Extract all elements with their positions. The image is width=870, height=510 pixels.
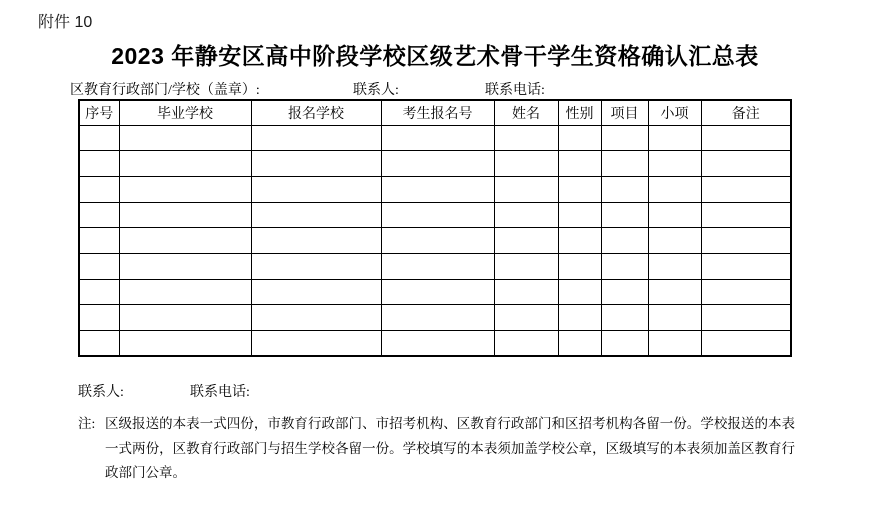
table-header-row xyxy=(79,100,791,125)
table-cell xyxy=(79,125,119,151)
table-cell xyxy=(558,176,601,202)
table-cell xyxy=(601,202,648,228)
table-cell xyxy=(381,305,494,331)
table-cell xyxy=(119,331,251,357)
table-cell xyxy=(79,176,119,202)
table-cell xyxy=(251,176,381,202)
table-cell xyxy=(494,228,558,254)
footnote-label: 注: xyxy=(78,416,96,431)
department-seal-label: 区教育行政部门/学校（盖章）: xyxy=(70,83,260,98)
column-header-subitem: 小项 xyxy=(648,100,701,125)
table-row xyxy=(79,331,791,357)
table-cell xyxy=(119,228,251,254)
table-cell xyxy=(701,151,791,177)
footer-contact-phone-label: 联系电话: xyxy=(190,385,250,400)
column-header-exam-number: 考生报名号 xyxy=(381,100,494,125)
contact-person-label: 联系人: xyxy=(353,83,399,98)
footnote xyxy=(78,412,795,486)
header-info-line xyxy=(0,79,870,97)
table-cell xyxy=(601,305,648,331)
table-cell xyxy=(558,305,601,331)
table-cell xyxy=(601,151,648,177)
table-cell xyxy=(648,228,701,254)
table-cell xyxy=(601,125,648,151)
table-cell xyxy=(381,125,494,151)
table-cell xyxy=(381,331,494,357)
table-cell xyxy=(251,151,381,177)
table-cell xyxy=(494,253,558,279)
column-header-gender: 性别 xyxy=(558,100,601,125)
table-cell xyxy=(558,125,601,151)
table-cell xyxy=(648,151,701,177)
table-cell xyxy=(558,151,601,177)
table-cell xyxy=(79,202,119,228)
table-cell xyxy=(701,305,791,331)
footer-contact-line xyxy=(0,381,870,399)
attachment-number-label: 附件 10 xyxy=(38,14,93,31)
table-cell xyxy=(251,202,381,228)
table-cell xyxy=(701,253,791,279)
table-cell xyxy=(494,151,558,177)
table-cell xyxy=(494,279,558,305)
table-cell xyxy=(79,279,119,305)
column-header-serial: 序号 xyxy=(79,100,119,125)
table-cell xyxy=(119,305,251,331)
table-cell xyxy=(79,305,119,331)
table-cell xyxy=(494,176,558,202)
table-cell xyxy=(558,331,601,357)
table-cell xyxy=(251,305,381,331)
table-cell xyxy=(494,331,558,357)
table-cell xyxy=(558,202,601,228)
table-cell xyxy=(558,228,601,254)
table-cell xyxy=(79,331,119,357)
table-cell xyxy=(701,279,791,305)
table-cell xyxy=(648,279,701,305)
table-cell xyxy=(601,228,648,254)
summary-table xyxy=(78,99,792,357)
column-header-name: 姓名 xyxy=(494,100,558,125)
table-cell xyxy=(381,202,494,228)
table-cell xyxy=(119,202,251,228)
table-cell xyxy=(119,176,251,202)
column-header-program: 项目 xyxy=(601,100,648,125)
table-cell xyxy=(701,228,791,254)
footnote-text: 区级报送的本表一式四份，市教育行政部门、市招考机构、区教育行政部门和区招考机构各留一份。学校报送的本表一式两份，区教育行政部门与招生学校各留一份。学校填写的本表须加盖学校公章，区级填写的本表须加盖区教育行政部门公章。 xyxy=(105,416,795,480)
table-cell xyxy=(701,176,791,202)
table-cell xyxy=(648,331,701,357)
table-cell xyxy=(251,253,381,279)
table-cell xyxy=(119,125,251,151)
table-row xyxy=(79,176,791,202)
table-row xyxy=(79,151,791,177)
table-cell xyxy=(648,125,701,151)
table-cell xyxy=(648,176,701,202)
table-cell xyxy=(648,305,701,331)
table-cell xyxy=(119,151,251,177)
table-cell xyxy=(381,253,494,279)
table-cell xyxy=(381,176,494,202)
table-cell xyxy=(601,253,648,279)
table-cell xyxy=(601,176,648,202)
table-cell xyxy=(79,228,119,254)
table-cell xyxy=(251,125,381,151)
table-cell xyxy=(381,279,494,305)
table-cell xyxy=(494,125,558,151)
table-cell xyxy=(251,279,381,305)
table-cell xyxy=(381,228,494,254)
table-cell xyxy=(79,253,119,279)
table-row xyxy=(79,202,791,228)
table-cell xyxy=(701,202,791,228)
table-cell xyxy=(601,279,648,305)
table-row xyxy=(79,228,791,254)
table-row xyxy=(79,125,791,151)
table-cell xyxy=(251,228,381,254)
table-cell xyxy=(701,331,791,357)
table-cell xyxy=(494,202,558,228)
table-cell xyxy=(119,279,251,305)
footer-contact-person-label: 联系人: xyxy=(78,385,124,400)
table-cell xyxy=(251,331,381,357)
table-cell xyxy=(601,331,648,357)
table-cell xyxy=(79,151,119,177)
table-row xyxy=(79,279,791,305)
contact-phone-label: 联系电话: xyxy=(485,83,545,98)
table-cell xyxy=(558,279,601,305)
column-header-grad-school: 毕业学校 xyxy=(119,100,251,125)
page-title: 2023 年静安区高中阶段学校区级艺术骨干学生资格确认汇总表 xyxy=(111,43,759,69)
table-cell xyxy=(648,202,701,228)
table-cell xyxy=(494,305,558,331)
table-row xyxy=(79,305,791,331)
table-cell xyxy=(648,253,701,279)
table-cell xyxy=(701,125,791,151)
table-cell xyxy=(558,253,601,279)
table-cell xyxy=(119,253,251,279)
column-header-remarks: 备注 xyxy=(701,100,791,125)
column-header-apply-school: 报名学校 xyxy=(251,100,381,125)
table-cell xyxy=(381,151,494,177)
table-row xyxy=(79,253,791,279)
